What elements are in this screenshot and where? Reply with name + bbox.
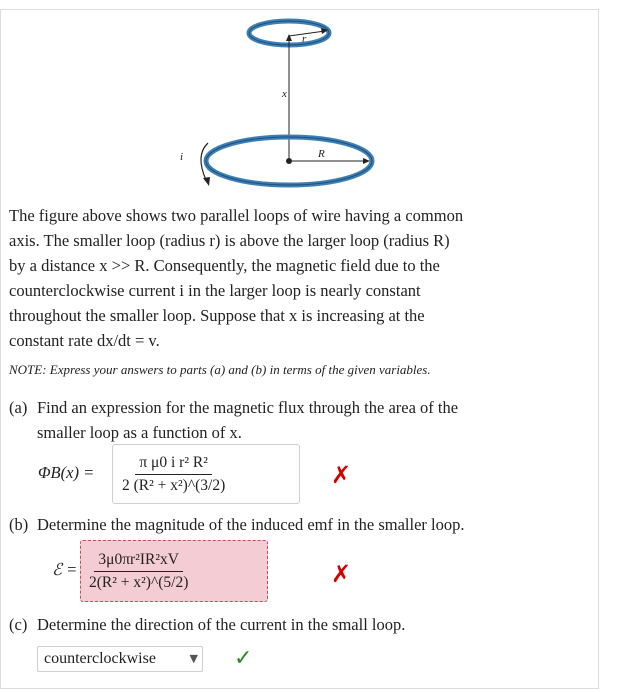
problem-line: counterclockwise current i in the larger loop is nearly constant	[9, 281, 421, 300]
problem-statement	[9, 203, 594, 353]
label-i: i	[180, 151, 184, 163]
part-a-answer-denominator: 2 (R² + x²)^(3/2)	[122, 476, 226, 494]
problem-line: The figure above shows two parallel loops of wire having a common	[9, 206, 464, 225]
label-R: R	[318, 148, 325, 160]
part-a-eq-label: ΦB(x) =	[38, 463, 95, 482]
part-c-line1: Determine the direction of the current in the small loop.	[37, 615, 406, 634]
loops-figure	[0, 0, 620, 200]
part-a-label: (a)	[9, 398, 28, 417]
part-b-answer-fraction	[85, 551, 192, 592]
large-radius-arrowhead	[363, 158, 370, 164]
part-a-line1: Find an expression for the magnetic flux through the area of the	[37, 398, 459, 417]
small-radius-line	[289, 31, 325, 36]
note-text: NOTE: Express your answers to parts (a) and (b) in terms of the given variables.	[9, 362, 431, 377]
part-a-incorrect-icon: ✗	[331, 461, 352, 489]
part-c-selected-value: counterclockwise	[44, 650, 156, 667]
part-b-label: (b)	[9, 515, 29, 534]
part-a-answer-input[interactable]	[112, 444, 300, 504]
problem-line: axis. The smaller loop (radius r) is above the larger loop (radius R)	[9, 231, 450, 250]
part-a-answer-fraction	[118, 454, 229, 495]
part-b-question	[9, 512, 594, 537]
part-b-answer-input[interactable]	[80, 540, 268, 602]
part-a-answer-numerator: π μ0 i r² R²	[135, 454, 212, 475]
label-r: r	[302, 33, 307, 45]
problem-line: throughout the smaller loop. Suppose that x is increasing at the	[9, 306, 425, 325]
part-b-answer-denominator: 2(R² + x²)^(5/2)	[89, 573, 189, 591]
part-b-eq-label: ℰ =	[52, 560, 78, 579]
part-c-label: (c)	[9, 615, 28, 634]
part-c-correct-icon: ✓	[234, 646, 253, 671]
chevron-down-icon[interactable]: ▼	[189, 652, 198, 665]
label-x: x	[282, 88, 287, 100]
current-arrowhead	[203, 177, 210, 186]
part-b-answer-numerator: 3μ0πr²IR²xV	[94, 551, 183, 572]
part-a-line2: smaller loop as a function of x.	[37, 423, 242, 442]
part-c-direction-select[interactable]	[37, 646, 203, 672]
axis-arrowhead	[286, 34, 292, 41]
part-c-question	[9, 612, 594, 637]
problem-line: by a distance x >> R. Consequently, the magnetic field due to the	[9, 256, 440, 275]
part-a-question	[9, 395, 594, 445]
part-b-incorrect-icon: ✗	[331, 560, 352, 588]
problem-line: constant rate dx/dt = v.	[9, 331, 160, 350]
part-b-line1: Determine the magnitude of the induced emf in the smaller loop.	[37, 515, 465, 534]
